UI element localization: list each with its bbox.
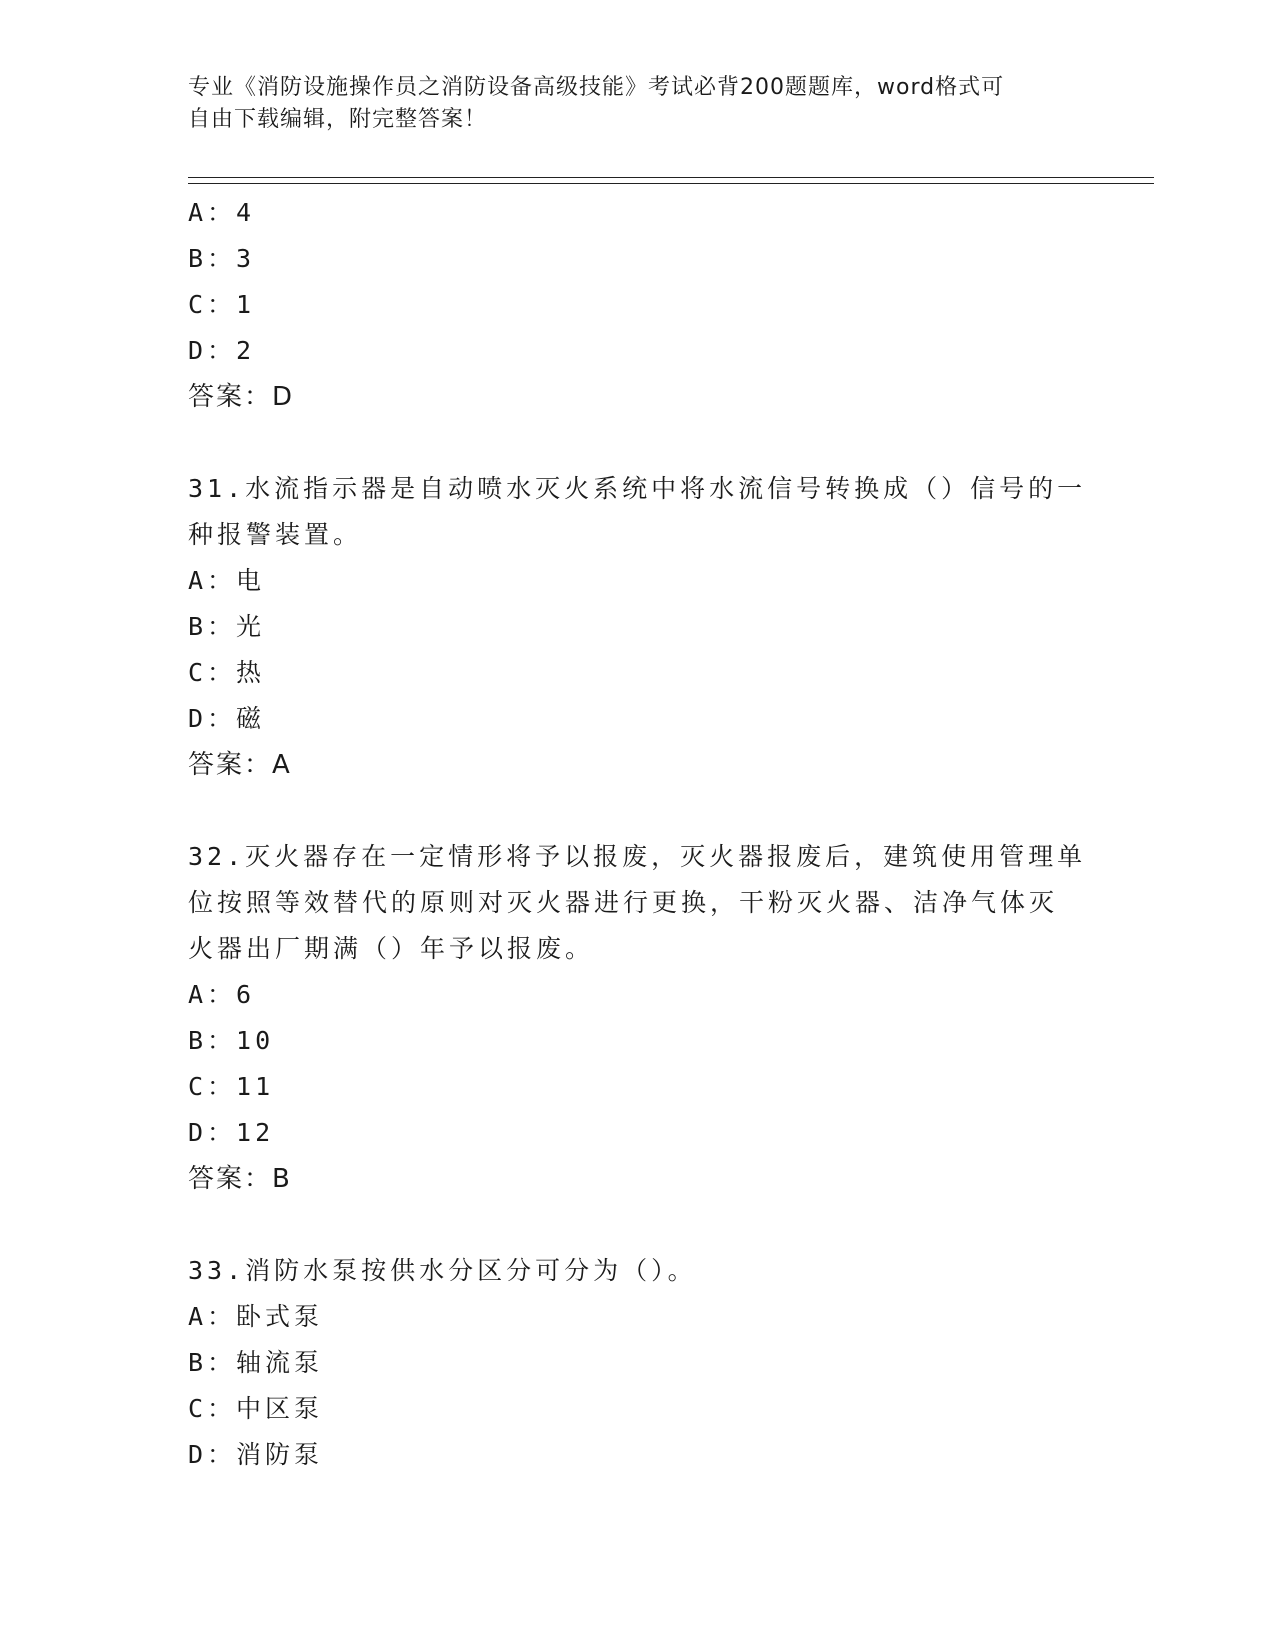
option-b: B：光: [188, 612, 266, 641]
option-d: D：消防泵: [188, 1440, 324, 1469]
question-text-line: 32.灭火器存在一定情形将予以报废，灭火器报废后，建筑使用管理单: [188, 842, 1087, 871]
header-line-1: 专业《消防设施操作员之消防设备高级技能》考试必背200题题库，word格式可: [188, 75, 1005, 100]
answer-line: 答案：B: [188, 1164, 292, 1194]
option-b: B：轴流泵: [188, 1348, 324, 1377]
question-list: [188, 190, 1088, 1478]
spacer: [188, 1202, 1088, 1248]
option-b: B：3: [188, 244, 256, 273]
option-a: A：电: [188, 566, 266, 595]
answer-line: 答案：A: [188, 750, 292, 780]
option-d: D：2: [188, 336, 256, 365]
document-header: [188, 72, 1088, 136]
option-c: C：11: [188, 1072, 275, 1101]
question-block-33: [188, 1248, 1088, 1478]
option-b: B：10: [188, 1026, 275, 1055]
spacer: [188, 788, 1088, 834]
question-block-31: [188, 466, 1088, 788]
question-text-line: 火器出厂期满（）年予以报废。: [188, 934, 595, 963]
option-c: C：中区泵: [188, 1394, 324, 1423]
question-text-line: 31.水流指示器是自动喷水灭火系统中将水流信号转换成（）信号的一: [188, 474, 1087, 503]
option-a: A：卧式泵: [188, 1302, 324, 1331]
question-text-line: 位按照等效替代的原则对灭火器进行更换，干粉灭火器、洁净气体灭: [188, 888, 1059, 917]
option-a: A：6: [188, 980, 256, 1009]
header-divider-bottom: [188, 183, 1154, 184]
answer-line: 答案：D: [188, 382, 295, 412]
question-text-line: 33.消防水泵按供水分区分可分为（）。: [188, 1256, 697, 1285]
option-d: D：磁: [188, 704, 266, 733]
option-a: A：4: [188, 198, 256, 227]
option-c: C：热: [188, 658, 266, 687]
spacer: [188, 420, 1088, 466]
header-line-2: 自由下载编辑，附完整答案！: [188, 107, 488, 132]
header-divider-top: [188, 177, 1154, 178]
question-block-32: [188, 834, 1088, 1202]
option-d: D：12: [188, 1118, 275, 1147]
question-text-line: 种报警装置。: [188, 520, 363, 549]
option-c: C：1: [188, 290, 256, 319]
question-block-prev: [188, 190, 1088, 420]
